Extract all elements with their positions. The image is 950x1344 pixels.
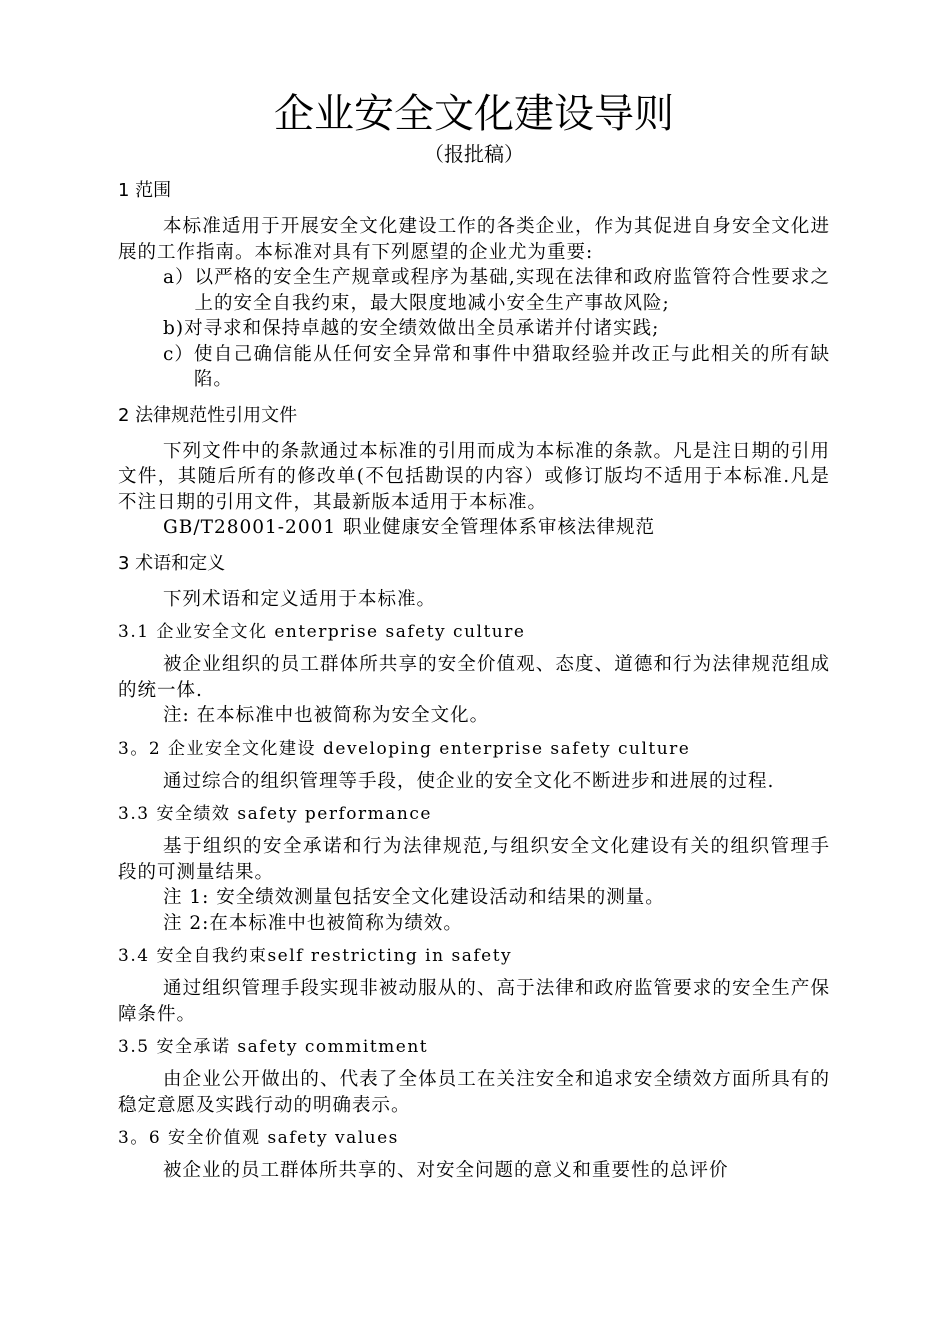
- term-3-4-definition: 通过组织管理手段实现非被动服从的、高于法律和政府监管要求的安全生产保障条件。: [118, 978, 830, 1025]
- list-marker: c）: [163, 343, 194, 365]
- list-item-c: [163, 342, 830, 393]
- term-3-3-heading: 3.3 安全绩效 safety performance: [118, 804, 432, 824]
- reference-line: GB/T28001-2001 职业健康安全管理体系审核法律规范: [163, 517, 656, 538]
- term-3-6-heading: 3。6 安全价值观 safety values: [118, 1128, 399, 1148]
- section-1-heading: 1 范围: [118, 180, 172, 201]
- term-3-1-definition: 被企业组织的员工群体所共享的安全价值观、态度、道德和行为法律规范组成的统一体.: [118, 654, 830, 701]
- document-title: 企业安全文化建设导则: [274, 91, 674, 137]
- section-3-paragraph: 下列术语和定义适用于本标准。: [163, 588, 437, 610]
- term-3-3-definition: 基于组织的安全承诺和行为法律规范,与组织安全文化建设有关的组织管理手段的可测量结果。: [118, 836, 830, 883]
- term-3-4-heading: 3.4 安全自我约束self restricting in safety: [118, 946, 513, 966]
- term-3-2-definition: 通过综合的组织管理等手段，使企业的安全文化不断进步和进展的过程.: [163, 770, 775, 792]
- list-item-text: 以严格的安全生产规章或程序为基础,实现在法律和政府监管符合性要求之上的安全自我约束，最大限度地减小安全生产事故风险;: [194, 267, 830, 314]
- section-3-heading: 3 术语和定义: [118, 552, 226, 574]
- list-item-b: [163, 316, 830, 342]
- term-3-3-note-1: 注 1: 安全绩效测量包括安全文化建设活动和结果的测量。: [163, 887, 665, 908]
- term-3-3-note-2: 注 2:在本标准中也被简称为绩效。: [163, 912, 463, 934]
- list-item-text: 对寻求和保持卓越的安全绩效做出全员承诺并付诸实践;: [184, 318, 660, 339]
- term-3-1-heading: 3.1 企业安全文化 enterprise safety culture: [118, 622, 526, 642]
- list-item-a: [163, 265, 830, 316]
- term-3-2-heading: 3。2 企业安全文化建设 developing enterprise safety culture: [118, 738, 691, 759]
- list-marker: a）: [163, 267, 195, 288]
- section-1-paragraph: 本标准适用于开展安全文化建设工作的各类企业，作为其促进自身安全文化进展的工作指南。本标准对具有下列愿望的企业尤为重要:: [118, 216, 830, 263]
- term-3-6-definition: 被企业的员工群体所共享的、对安全问题的意义和重要性的总评价: [163, 1160, 729, 1181]
- term-3-1-note: 注: 在本标准中也被简称为安全文化。: [163, 705, 490, 726]
- list-item-text: 使自己确信能从任何安全异常和事件中猎取经验并改正与此相关的所有缺陷。: [193, 343, 830, 390]
- document-subtitle: （报批稿）: [424, 142, 524, 166]
- term-3-5-definition: 由企业公开做出的、代表了全体员工在关注安全和追求安全绩效方面所具有的稳定意愿及实践行动的明确表示。: [118, 1069, 830, 1116]
- term-3-5-heading: 3.5 安全承诺 safety commitment: [118, 1037, 429, 1057]
- section-2-heading: 2 法律规范性引用文件: [118, 404, 298, 426]
- section-2-paragraph: 下列文件中的条款通过本标准的引用而成为本标准的条款。凡是注日期的引用文件，其随后所有的修改单(不包括勘误的内容）或修订版均不适用于本标准.凡是不注日期的引用文件，其最新版本适用于本标准。: [118, 440, 830, 513]
- list-marker: b): [163, 318, 185, 339]
